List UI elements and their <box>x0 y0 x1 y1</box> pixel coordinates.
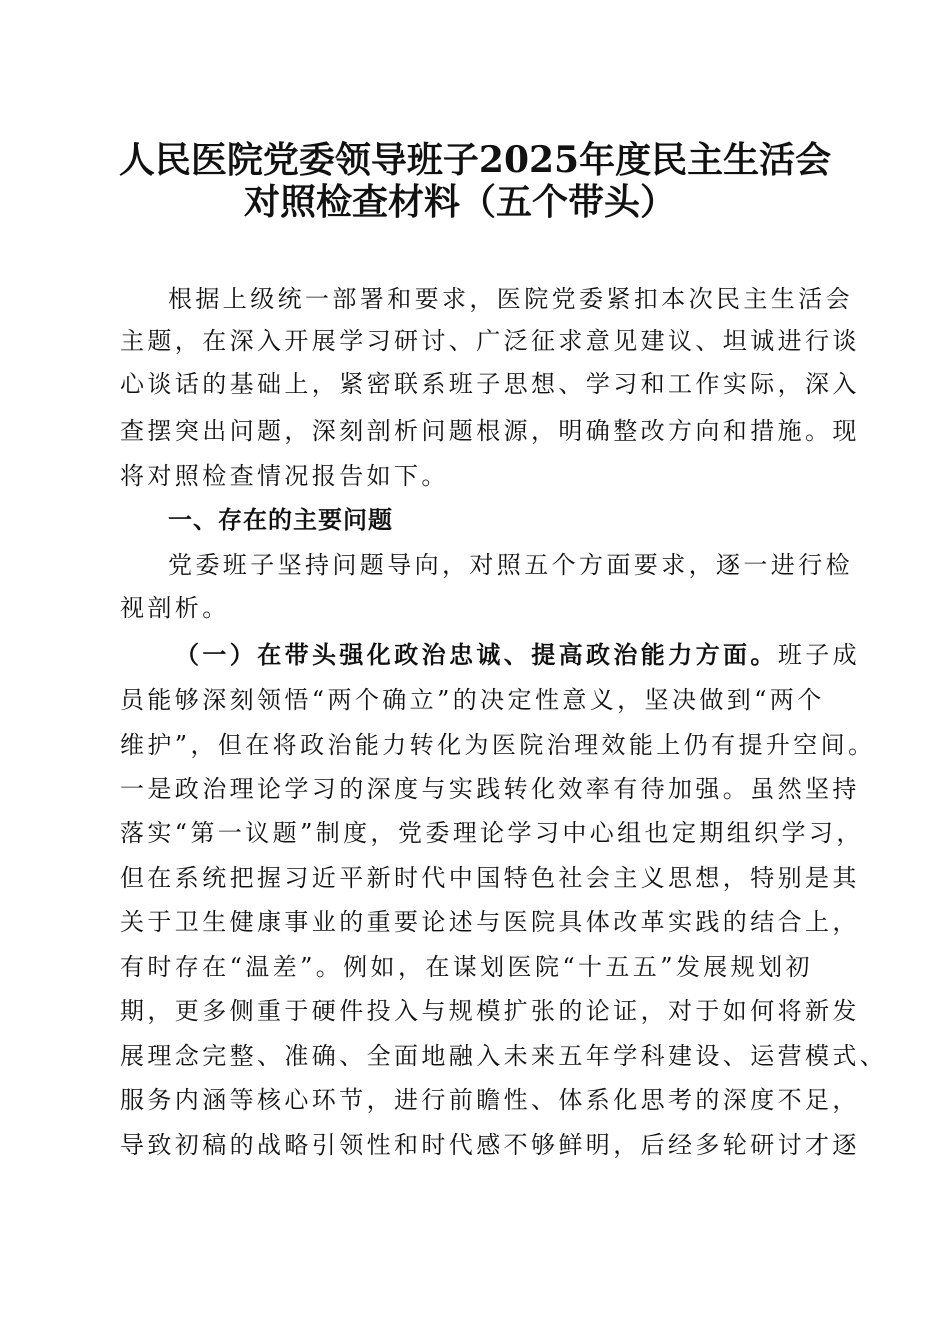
subsection-line-5: 落实“第一议题”制度，党委理论学习中心组也定期组织学习， <box>120 819 864 847</box>
subsection-line-3: 维护”，但在将政治能力转化为医院治理效能上仍有提升空间。 <box>120 731 876 759</box>
subsection-line-12: 导致初稿的战略引领性和时代感不够鲜明，后经多轮研讨才逐 <box>120 1131 860 1159</box>
intro-line-1: 根据上级统一部署和要求，医院党委紧扣本次民主生活会 <box>168 285 853 313</box>
subsection-line-4: 一是政治理论学习的深度与实践转化效率有待加强。虽然坚持 <box>120 775 860 803</box>
intro-line-5: 将对照检查情况报告如下。 <box>120 462 449 490</box>
section-intro-line-1: 党委班子坚持问题导向，对照五个方面要求，逐一进行检 <box>168 551 853 579</box>
intro-line-2: 主题，在深入开展学习研讨、广泛征求意见建议、坦诚进行谈 <box>120 327 860 355</box>
document-title-line-2: 对照检查材料（五个带头） <box>243 181 676 223</box>
intro-line-4: 查摆突出问题，深刻剖析问题根源，明确整改方向和措施。现 <box>120 417 860 445</box>
intro-line-3: 心谈话的基础上，紧密联系班子思想、学习和工作实际，深入 <box>120 370 860 398</box>
subsection-line-6: 但在系统把握习近平新时代中国特色社会主义思想，特别是其 <box>120 864 860 892</box>
subsection-line-7: 关于卫生健康事业的重要论述与医院具体改革实践的结合上， <box>120 908 860 936</box>
subsection-line-9: 期，更多侧重于硬件投入与规模扩张的论证，对于如何将新发 <box>120 997 860 1025</box>
subsection-lead: （一）在带头强化政治忠诚、提高政治能力方面。 <box>175 640 778 669</box>
section-heading: 一、存在的主要问题 <box>168 506 393 534</box>
subsection-lead-rest: 班子成 <box>777 641 861 669</box>
document-title-line-1: 人民医院党委领导班子2025年度民主生活会 <box>118 139 832 181</box>
subsection-first-line <box>175 638 860 672</box>
section-intro-line-2: 视剖析。 <box>120 594 230 622</box>
subsection-line-8: 有时存在“温差”。例如，在谋划医院“十五五”发展规划初 <box>120 953 813 981</box>
subsection-line-11: 服务内涵等核心环节，进行前瞻性、体系化思考的深度不足， <box>120 1086 860 1114</box>
subsection-line-10: 展理念完整、准确、全面地融入未来五年学科建设、运营模式、 <box>120 1042 888 1070</box>
subsection-line-2: 员能够深刻领悟“两个确立”的决定性意义，坚决做到“两个 <box>120 686 825 714</box>
